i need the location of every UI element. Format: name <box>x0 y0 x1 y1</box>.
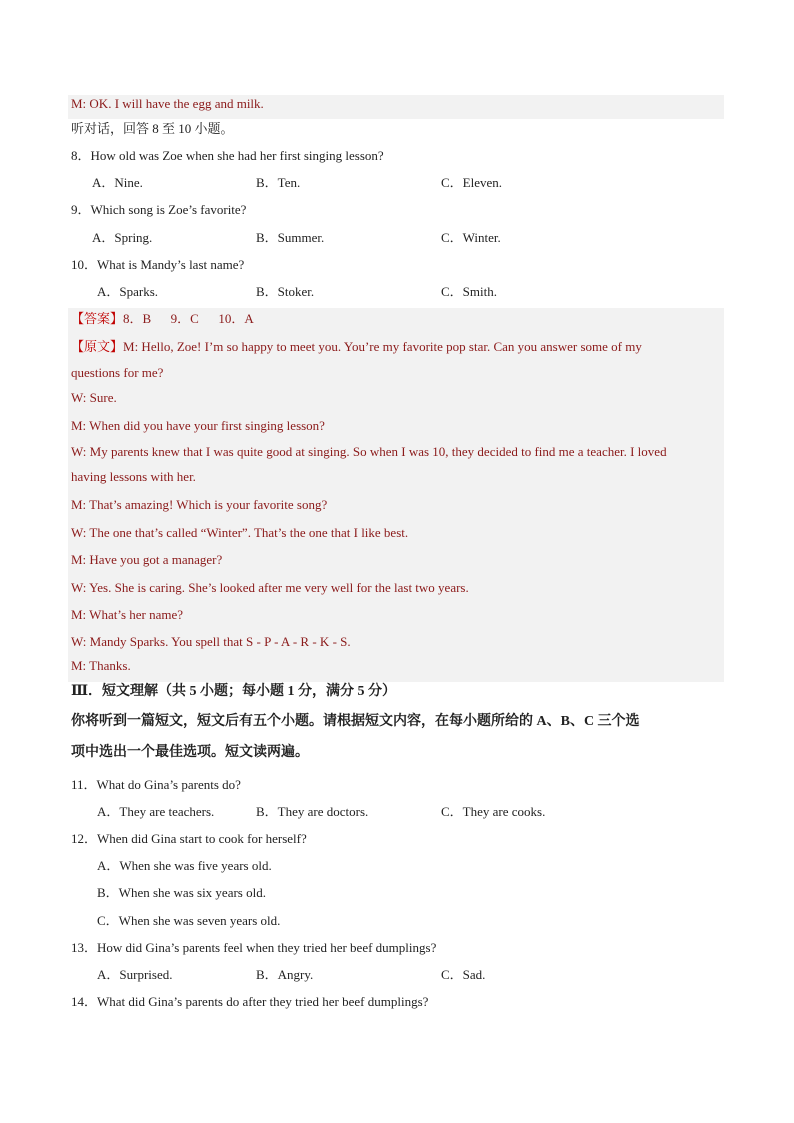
question-13: 13．How did Gina’s parents feel when they tried her beef dumplings? <box>71 940 437 955</box>
transcript-line-7: M: Have you got a manager? <box>71 552 223 567</box>
option-12c: C．When she was seven years old. <box>97 913 281 928</box>
section-3-heading: Ⅲ．短文理解（共 5 小题；每小题 1 分，满分 5 分） <box>71 684 397 699</box>
instruction: 听对话，回答 8 至 10 小题。 <box>71 121 234 136</box>
option-8a: A．Nine. <box>92 175 143 190</box>
shade-answer <box>68 308 724 682</box>
section-3-instruction-1: 你将听到一篇短文，短文后有五个小题。请根据短文内容，在每小题所给的 A、B、C 三个选 <box>71 714 640 729</box>
option-9a: A．Spring. <box>92 230 153 245</box>
question-9: 9．Which song is Zoe’s favorite? <box>71 202 247 217</box>
option-11c: C．They are cooks. <box>441 804 546 819</box>
transcript-line-11: M: Thanks. <box>71 658 131 673</box>
transcript-line-4b: having lessons with her. <box>71 469 196 484</box>
option-13a: A．Surprised. <box>97 967 173 982</box>
answer-text: 8．B 9．C 10．A <box>123 311 254 326</box>
section-3-instruction-2: 项中选出一个最佳选项。短文读两遍。 <box>71 745 309 760</box>
transcript-label: 【原文】 <box>71 339 124 354</box>
question-14: 14．What did Gina’s parents do after they tried her beef dumplings? <box>71 994 429 1009</box>
option-9c: C．Winter. <box>441 230 501 245</box>
transcript-line-1 <box>71 339 642 355</box>
question-8: 8．How old was Zoe when she had her first singing lesson? <box>71 148 384 163</box>
transcript-line-10: W: Mandy Sparks. You spell that S - P - A - R - K - S. <box>71 634 351 649</box>
transcript-line-4: W: My parents knew that I was quite good at singing. So when I was 10, they decided to find me a teacher. I loved <box>71 444 667 459</box>
option-11b: B．They are doctors. <box>256 804 369 819</box>
option-9b: B．Summer. <box>256 230 325 245</box>
option-13b: B．Angry. <box>256 967 314 982</box>
dialogue-line: M: OK. I will have the egg and milk. <box>71 96 264 111</box>
question-10: 10．What is Mandy’s last name? <box>71 257 245 272</box>
transcript-line-3: M: When did you have your first singing lesson? <box>71 418 325 433</box>
transcript-text: M: Hello, Zoe! I’m so happy to meet you. You’re my favorite pop star. Can you answer some of my <box>123 339 642 354</box>
answer-line <box>71 311 254 327</box>
option-13c: C．Sad. <box>441 967 486 982</box>
question-12: 12．When did Gina start to cook for herself? <box>71 831 307 846</box>
answer-label: 【答案】 <box>71 311 124 326</box>
option-12b: B．When she was six years old. <box>97 885 266 900</box>
transcript-line-1b: questions for me? <box>71 365 164 380</box>
option-10c: C．Smith. <box>441 284 497 299</box>
transcript-line-6: W: The one that’s called “Winter”. That’s the one that I like best. <box>71 525 409 540</box>
option-8c: C．Eleven. <box>441 175 503 190</box>
transcript-line-8: W: Yes. She is caring. She’s looked after me very well for the last two years. <box>71 580 469 595</box>
option-12a: A．When she was five years old. <box>97 858 272 873</box>
transcript-line-9: M: What’s her name? <box>71 607 184 622</box>
option-10b: B．Stoker. <box>256 284 315 299</box>
transcript-line-2: W: Sure. <box>71 390 117 405</box>
option-11a: A．They are teachers. <box>97 804 215 819</box>
transcript-line-5: M: That’s amazing! Which is your favorite song? <box>71 497 328 512</box>
question-11: 11．What do Gina’s parents do? <box>71 777 241 792</box>
option-10a: A．Sparks. <box>97 284 159 299</box>
option-8b: B．Ten. <box>256 175 301 190</box>
